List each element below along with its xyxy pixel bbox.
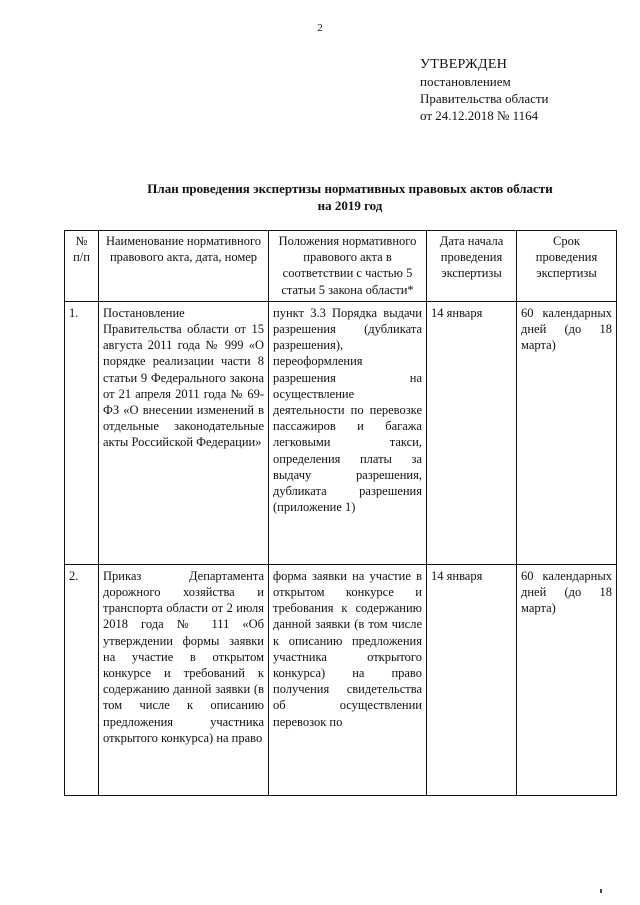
page-number: 2	[317, 22, 323, 34]
header-num: № п/п	[65, 231, 99, 302]
row-term: 60 календарных дней (до 18 марта)	[517, 301, 617, 564]
row-num: 2.	[65, 564, 99, 795]
row-num: 1.	[65, 301, 99, 564]
header-term: Срок проведения экспертизы	[517, 231, 617, 302]
document-title	[60, 180, 640, 214]
document-title-line-1: План проведения экспертизы нормативных правовых актов области	[147, 181, 553, 196]
table-row	[65, 301, 617, 564]
approval-title: УТВЕРЖДЕН	[420, 57, 508, 72]
header-provisions: Положения нормативного правового акта в соответствии с частью 5 статьи 5 закона области*	[269, 231, 427, 302]
row-provisions: форма заявки на участие в открытом конкурсе и требования к содержанию данной заявки (в том числе к описанию предложения участника открытого конкурса) на право получения свидетельства об осуществлении перевозок по	[269, 564, 427, 795]
row-act-name: Приказ Департамента дорожного хозяйства и транспорта области от 2 июля 2018 года № 111 «Об утверждении формы заявки на участие в открытом конкурсе и требований к содержанию данной заявки (в том числе к описанию предложения участника открытого конкурса) на право	[99, 564, 269, 795]
scan-mark	[600, 889, 602, 893]
table-row	[65, 564, 617, 795]
approval-line-3: от 24.12.2018 № 1164	[420, 108, 539, 123]
table-header-row	[65, 231, 617, 302]
header-start-date: Дата начала проведения экспертизы	[427, 231, 517, 302]
row-start-date: 14 января	[427, 564, 517, 795]
row-start-date: 14 января	[427, 301, 517, 564]
plan-table	[64, 230, 617, 796]
header-name: Наименование нормативного правового акта, дата, номер	[99, 231, 269, 302]
document-title-line-2: на 2019 год	[317, 198, 383, 213]
row-provisions: пункт 3.3 Порядка выдачи разрешения (дубликата разрешения), переоформления разрешения на осуществление деятельности по перевозке пассажиров и багажа легковыми такси, определения платы за выдачу разрешения, дубликата разрешения (приложение 1)	[269, 301, 427, 564]
approval-stamp	[420, 56, 620, 124]
approval-line-2: Правительства области	[420, 91, 549, 106]
row-act-name: Постановление Правительства области от 15 августа 2011 года № 999 «О порядке реализации части 8 статьи 9 Федерального закона от 21 апреля 2011 года № 69-ФЗ «О внесении изменений в отдельные законодательные акты Российской Федерации»	[99, 301, 269, 564]
approval-line-1: постановлением	[420, 74, 511, 89]
row-term: 60 календарных дней (до 18 марта)	[517, 564, 617, 795]
